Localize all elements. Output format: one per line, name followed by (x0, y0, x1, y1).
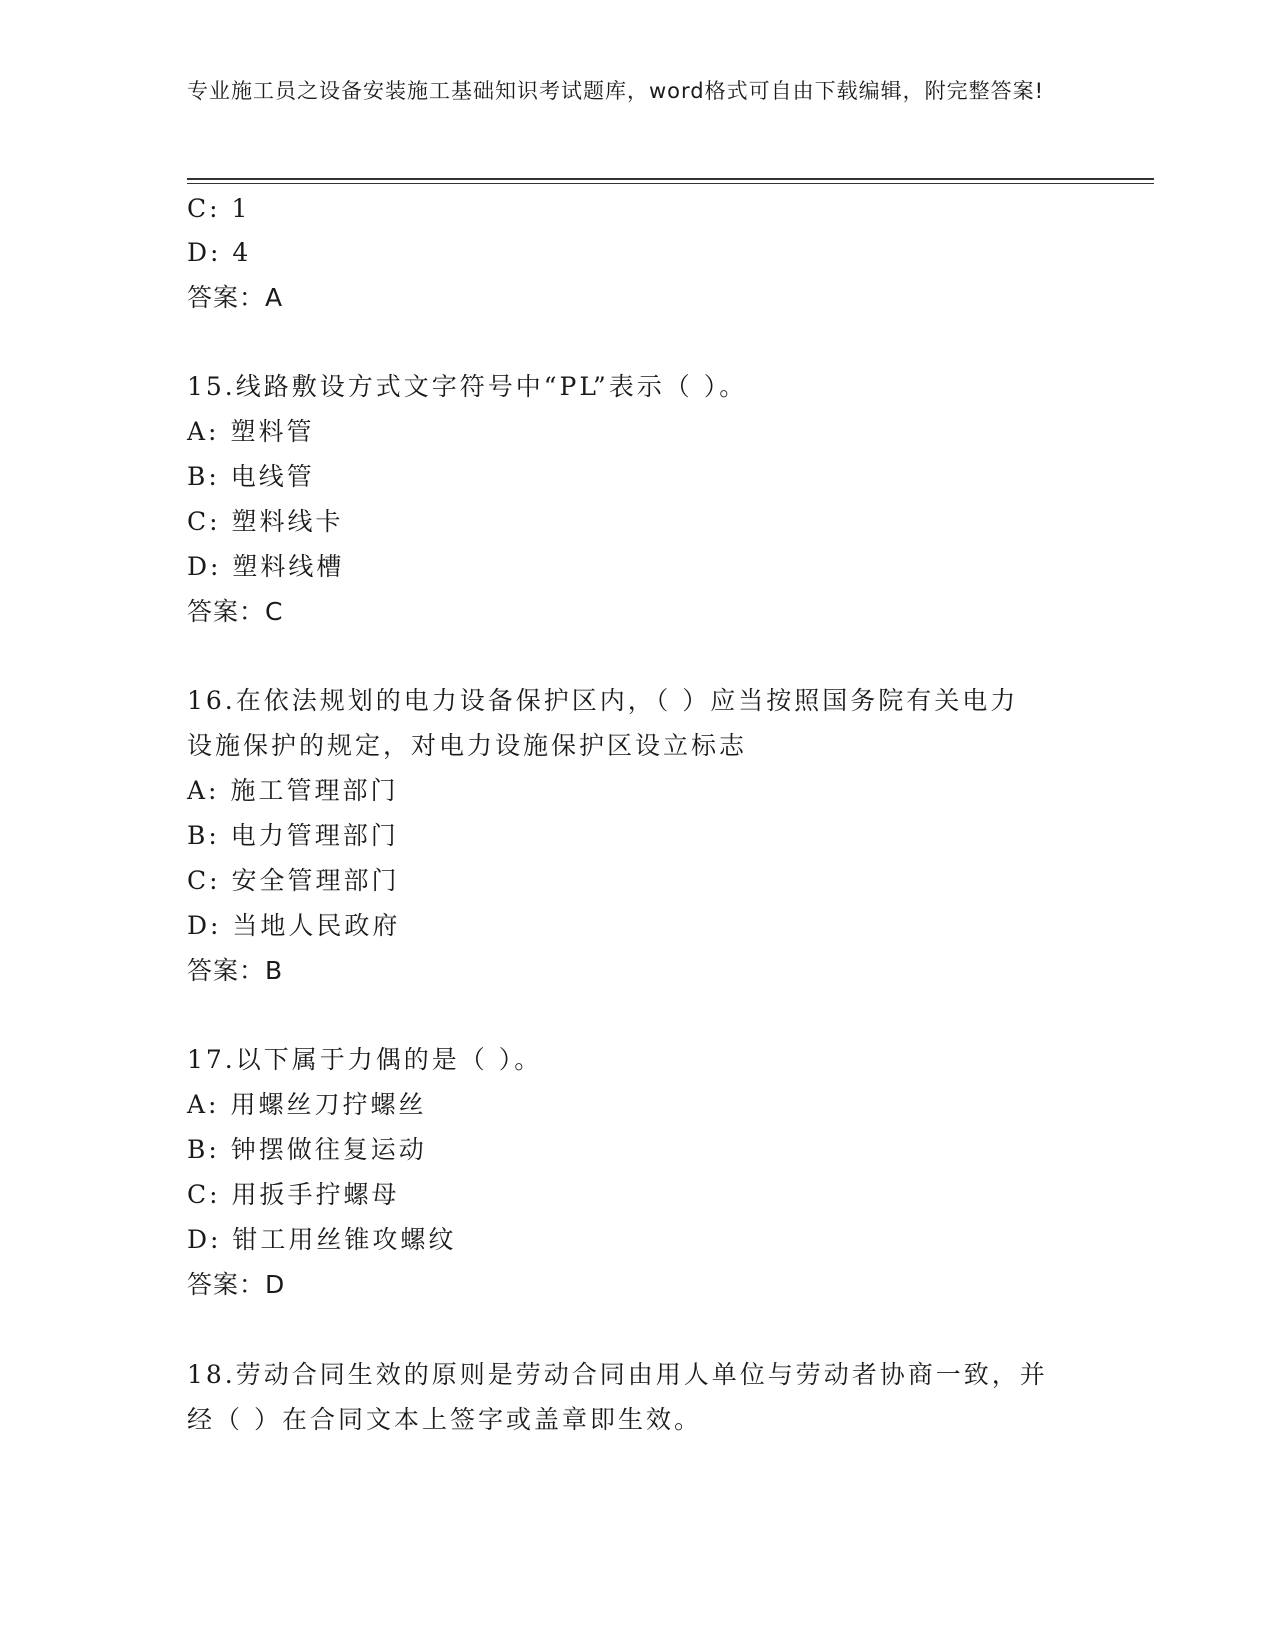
option-text: 用螺丝刀拧螺丝 (230, 1090, 427, 1119)
question-15-option-a (187, 417, 314, 447)
question-15-answer: 答案：C (187, 597, 284, 626)
document-header: 专业施工员之设备安装施工基础知识考试题库，word格式可自由下载编辑，附完整答案! (187, 79, 1045, 103)
option-text: 当地人民政府 (232, 911, 401, 940)
question-17-option-c (187, 1180, 400, 1210)
option-text: 电线管 (230, 462, 315, 491)
option-text: 钟摆做往复运动 (230, 1135, 427, 1164)
option-letter: D: (187, 911, 222, 940)
option-letter: C: (187, 507, 221, 536)
question-18-stem-line-2: 经（ ）在合同文本上签字或盖章即生效。 (187, 1405, 702, 1434)
question-16-stem-line-1: 16.在依法规划的电力设备保护区内，（ ）应当按照国务院有关电力 (187, 686, 1019, 715)
question-17-option-b (187, 1135, 427, 1165)
option-text: 1 (231, 194, 251, 223)
question-16-option-c (187, 866, 400, 896)
question-15-option-d (187, 552, 344, 582)
option-text: 塑料线卡 (231, 507, 344, 536)
question-18-stem-line-1: 18.劳动合同生效的原则是劳动合同由用人单位与劳动者协商一致，并 (187, 1360, 1048, 1389)
question-17-option-a (187, 1090, 426, 1120)
option-text: 塑料管 (230, 417, 315, 446)
option-prev-c (187, 194, 250, 224)
question-17-answer: 答案：D (187, 1270, 286, 1299)
option-letter: D: (187, 238, 222, 267)
option-text: 4 (232, 238, 252, 267)
option-text: 用扳手拧螺母 (231, 1180, 400, 1209)
question-15-option-b (187, 462, 315, 492)
question-16-option-b (187, 821, 399, 851)
question-16-option-a (187, 776, 398, 806)
header-rule-thin (187, 183, 1154, 184)
option-letter: B: (187, 1135, 220, 1164)
option-text: 安全管理部门 (231, 866, 400, 895)
question-15-stem: 15.线路敷设方式文字符号中“PL”表示（ ）。 (187, 372, 748, 401)
option-text: 塑料线槽 (232, 552, 345, 581)
option-letter: A: (187, 776, 220, 805)
option-letter: D: (187, 552, 222, 581)
option-letter: B: (187, 821, 220, 850)
option-text: 施工管理部门 (230, 776, 399, 805)
option-letter: C: (187, 1180, 221, 1209)
option-letter: B: (187, 462, 220, 491)
question-16-option-d (187, 911, 400, 941)
question-17-option-d (187, 1225, 456, 1255)
option-letter: D: (187, 1225, 222, 1254)
option-text: 电力管理部门 (230, 821, 399, 850)
question-17-stem: 17.以下属于力偶的是（ ）。 (187, 1045, 543, 1074)
option-letter: A: (187, 1090, 220, 1119)
option-letter: C: (187, 866, 221, 895)
header-rule-thick (187, 178, 1154, 180)
question-15-option-c (187, 507, 344, 537)
question-16-stem-line-2: 设施保护的规定，对电力设施保护区设立标志 (187, 731, 748, 760)
option-letter: A: (187, 417, 220, 446)
option-letter: C: (187, 194, 221, 223)
option-text: 钳工用丝锥攻螺纹 (232, 1225, 457, 1254)
question-16-answer: 答案：B (187, 956, 284, 985)
answer-prev: 答案：A (187, 283, 284, 312)
option-prev-d (187, 238, 251, 268)
